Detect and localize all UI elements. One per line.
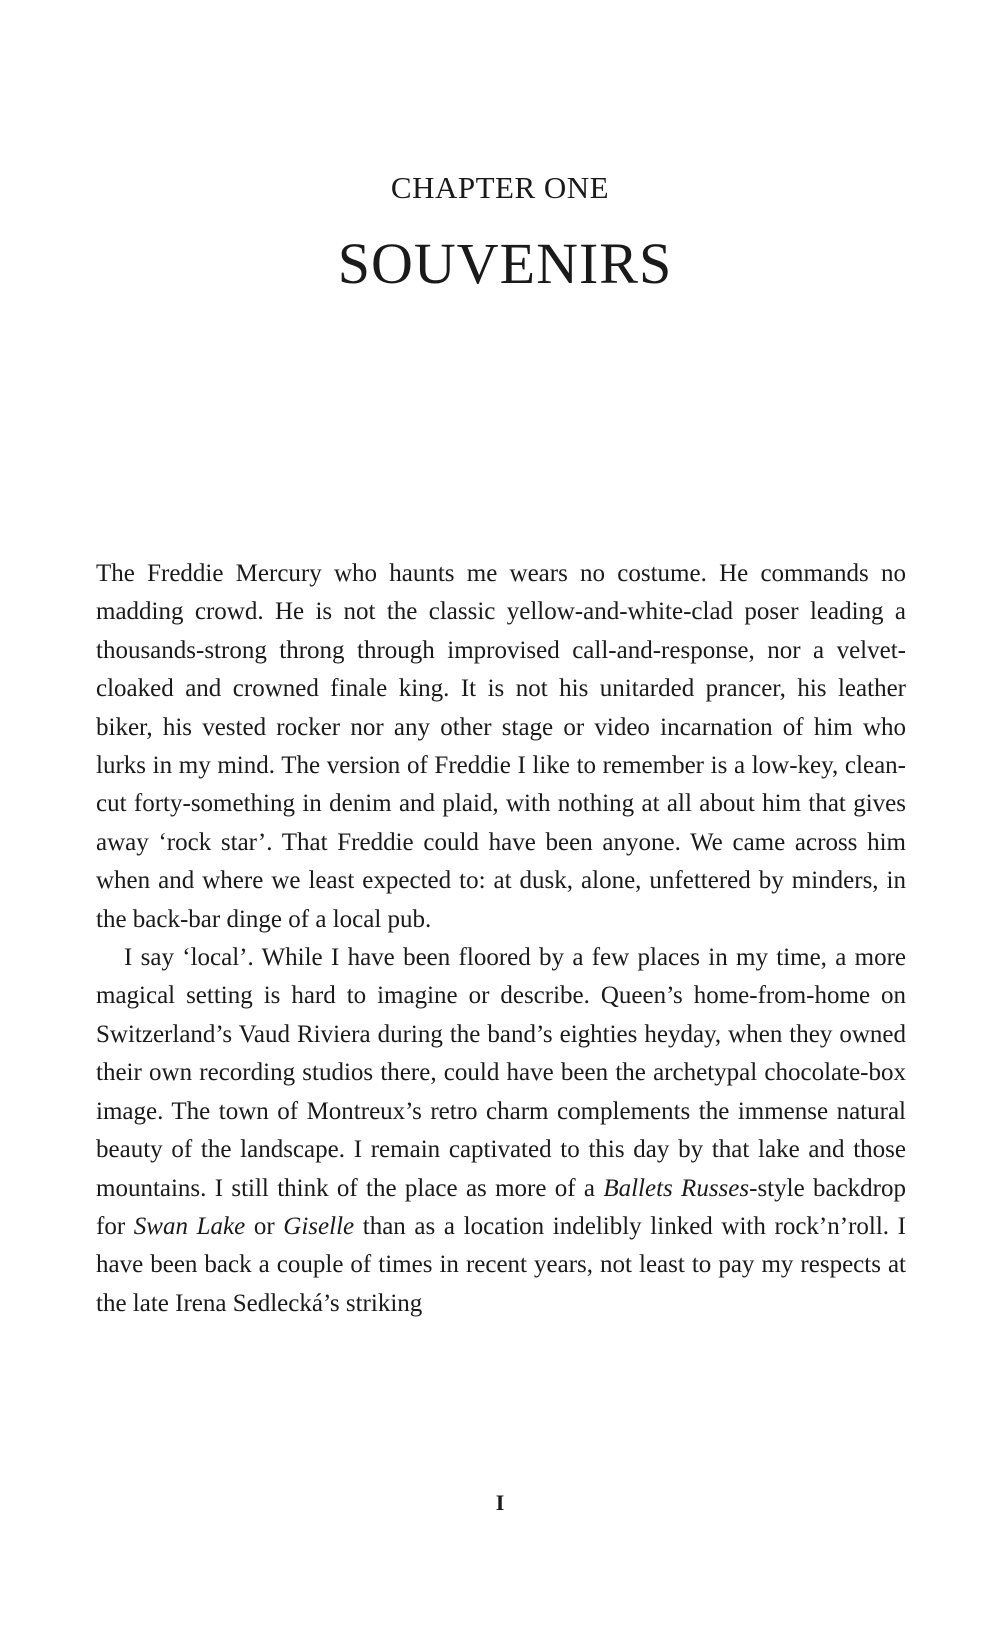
body-text xyxy=(96,555,906,1323)
paragraph-text: The Freddie Mercury who haunts me wears no costume. He commands no madding crowd. He is not the classic yellow-and-white-clad poser leading a thousands-strong throng through improvised call-and-response, nor a velvet-cloaked and crowned finale king. It is not his unitarded prancer, his leather biker, his vested rocker nor any other stage or video incarnation of him who lurks in my mind. The version of Freddie I like to remember is a low-key, clean-cut forty-something in denim and plaid, with nothing at all about him that gives away ‘rock star’. That Freddie could have been anyone. We came across him when and where we least expected to: at dusk, alone, unfettered by minders, in the back-bar dinge of a local pub. xyxy=(96,560,906,933)
chapter-label: CHAPTER ONE xyxy=(390,170,610,205)
paragraph xyxy=(96,555,906,939)
paragraph-text: or xyxy=(245,1212,284,1240)
paragraph-text: -style backdrop for xyxy=(96,1174,906,1240)
italic-title-text: Giselle xyxy=(283,1212,355,1240)
paragraph xyxy=(96,939,906,1323)
italic-title-text: Ballets Russes xyxy=(603,1174,750,1202)
page-number: I xyxy=(495,1490,505,1515)
paragraph-text: than as a location indelibly linked with rock’n’roll. I have been back a couple of times in recent years, not least to pay my respects at the late Irena Sedlecká’s striking xyxy=(96,1212,906,1317)
italic-title-text: Swan Lake xyxy=(133,1212,246,1240)
paragraph-text: I say ‘local’. While I have been floored by a few places in my time, a more magical setting is hard to imagine or describe. Queen’s home-from-home on Switzerland’s Vaud Riviera during the band’s eighties heyday, when they owned their own recording studios there, could have been the archetypal chocolate-box image. The town of Montreux’s retro charm complements the immense natural beauty of the landscape. I remain captivated to this day by that lake and those mountains. I still think of the place as more of a xyxy=(96,944,906,1202)
chapter-title: SOUVENIRS xyxy=(337,231,673,296)
